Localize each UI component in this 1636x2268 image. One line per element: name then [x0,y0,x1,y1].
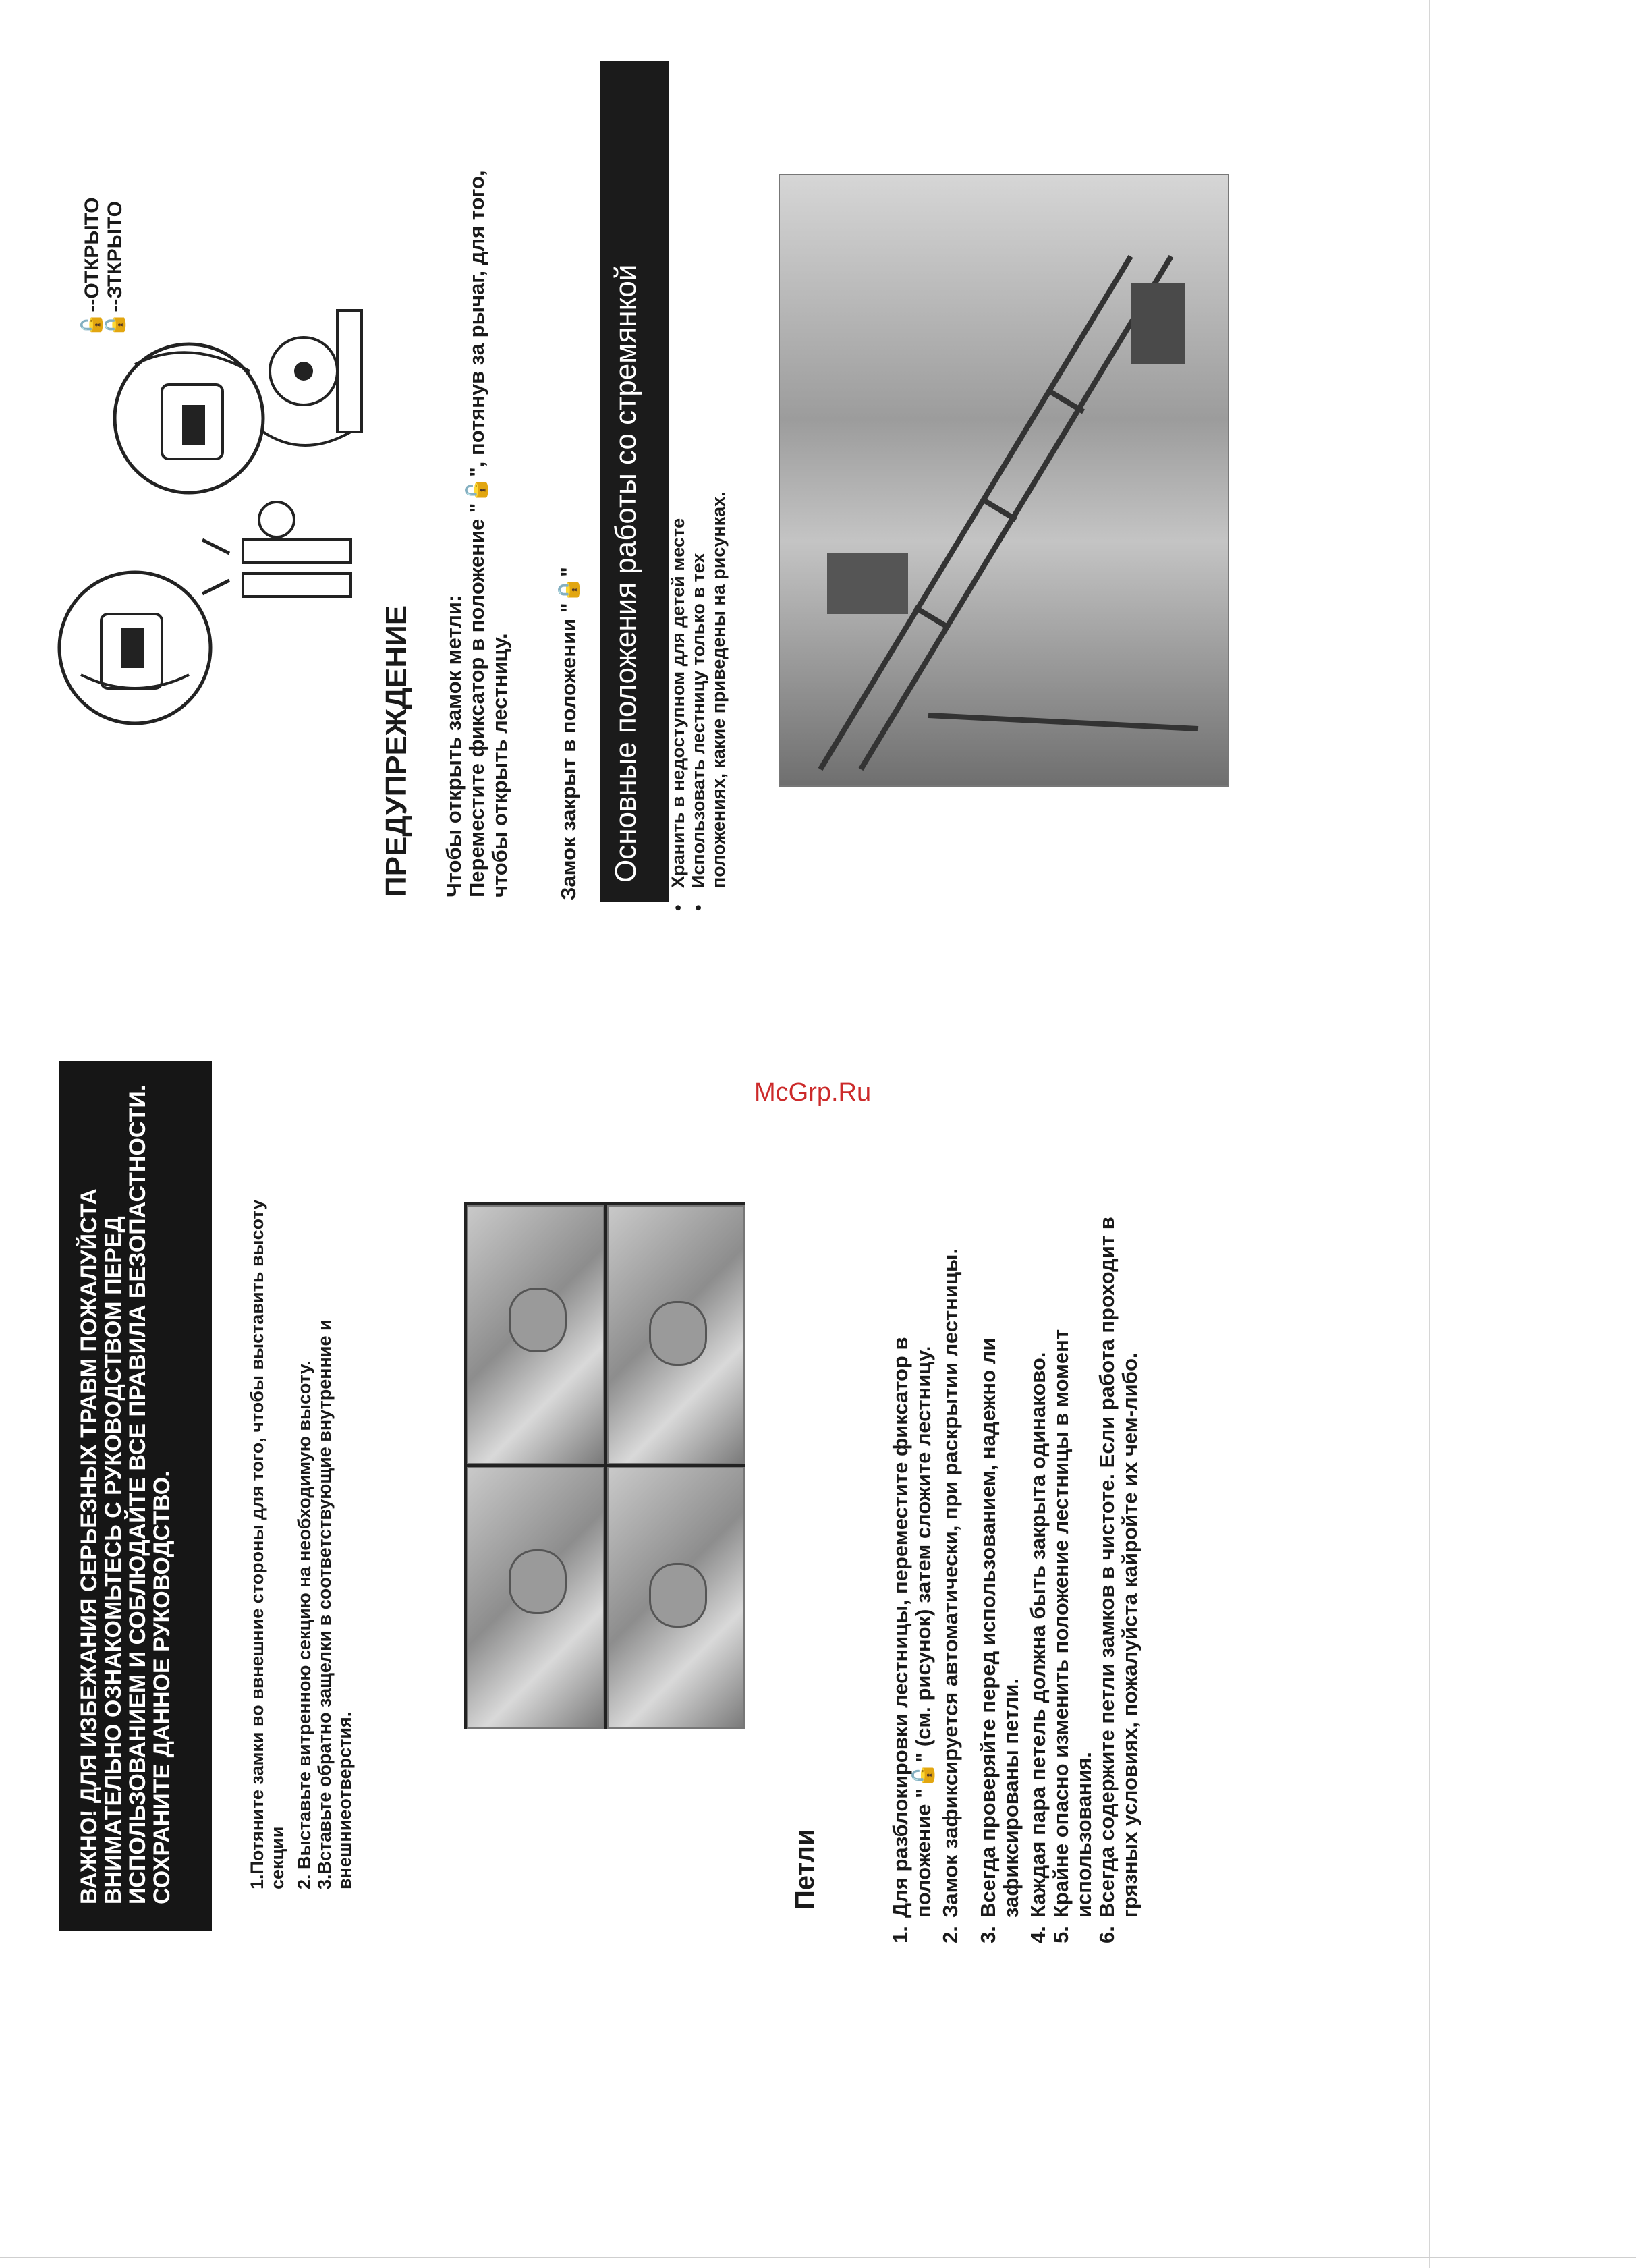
bullet-line: Использовать лестницу только в тех [688,553,708,888]
hinges-title: Петли [790,1829,820,1910]
height-steps [247,1053,368,1889]
ladder-usage-photo [779,174,1229,787]
warning-banner [59,1061,212,1931]
warning-line: Чтобы открыть замок метли: [442,594,466,897]
usage-bullets [668,304,749,911]
hinge-lock-diagram [54,297,364,756]
warning-line: чтобы открыть лестницу. [488,633,511,897]
height-step-line: 2. Выставьте витренною секцию на необходимую высоту. [294,1360,314,1889]
list-item: • Хранить в недоступном для детей месте [668,518,688,911]
list-item [977,1073,1023,1943]
list-line: зафиксированы петли. [999,1678,1023,1918]
warning-banner-line: СОХРАНИТЕ ДАННОЕ РУКОВОДСТВО. [149,1470,175,1904]
list-number: 6. [1095,1926,1119,1943]
latch-pin-shape [509,1549,567,1614]
height-step-line: внешниеотверстия. [335,1711,355,1889]
list-item [1050,1073,1096,1943]
latch-pin-shape [509,1288,567,1352]
list-line: Для разблокировки лестницы, переместите фиксатор в [888,1337,912,1918]
list-number: 1. [888,1926,912,1943]
lock-detail-closed [59,572,210,723]
list-item [939,1073,962,1943]
latch-photo [467,1205,604,1464]
scan-edge-line [0,2257,1636,2258]
latch-photo [467,1467,604,1729]
list-line: положение "🔓" (см. рисунок) затем сложите лестницу. [911,1346,935,1918]
lock-closed-note: Замок закрыт в положении "🔒" [557,567,580,900]
list-line: Всегда содержите петли замков в чистоте. Если работа проходит в [1095,1217,1119,1918]
list-line: Замок зафиксируется автоматически, при раскрытии лестницы. [938,1248,962,1918]
legend-open: 🔓--ОТКРЫТО [81,197,103,337]
list-item [1096,1073,1141,1943]
list-number: 2. [938,1926,962,1943]
warning-line: Переместите фиксатор в положение "🔓", потянув за рычаг, для того, [465,170,488,897]
warning-banner-line: ВАЖНО! ДЛЯ ИЗБЕЖАНИЯ СЕРЬЕЗНЫХ ТРАВМ ПОЖАЛУЙСТА [76,1188,102,1904]
bullet-line: положениях, какие приведены на рисунках. [708,491,729,888]
latch-pin-shape [649,1301,707,1366]
latch-photo-grid [464,1202,745,1729]
hinges-list [889,1073,1200,1943]
list-line: Каждая пара петель должна быть закрыта одинаково. [1026,1352,1050,1918]
list-number: 4. [1026,1926,1050,1943]
warning-body [443,40,524,897]
list-line: грязных условиях, пожалуйста кайройте их чем-либо. [1118,1352,1141,1918]
latch-photo [607,1467,745,1729]
warning-title: ПРЕДУПРЕЖДЕНИЕ [380,605,413,897]
legend-closed: 🔒--ЗТКРЫТО [104,201,126,337]
warning-banner-line: ИСПОЛЬЗОВАНИЕМ И СОБЛЮДАЙТЕ ВСЕ ПРАВИЛА БЕЗОПАСТНОСТИ. [125,1084,150,1904]
height-step-line: 1.Потяните замки во ввнешние стороны для того, чтобы выставить высоту [247,1199,267,1889]
latch-pin-shape [649,1563,707,1628]
section-title-bar: Основные положения работы со стремянкой [600,61,669,902]
list-line: Крайне опасно изменить положение лестницы в момент [1049,1329,1073,1918]
warning-banner-line: ВНИМАТЕЛЬНО ОЗНАКОМЬТЕСЬ С РУКОВОДСТВОМ ПЕРЕД [101,1216,126,1904]
hinge-rotation-sketch [263,310,362,445]
list-line: Всегда проверяйте перед использованием, надежно ли [976,1337,1000,1918]
hinge-sketch [202,502,351,597]
height-step-line: 3.Вставьте обратно защелки в соответствующие внутренние и [314,1319,335,1889]
list-line: использования. [1072,1752,1096,1918]
list-number: 3. [976,1926,1000,1943]
height-step-line: секции [267,1826,287,1889]
list-item [1027,1073,1050,1943]
watermark: McGrp.Ru [754,1078,872,1107]
lock-legend [81,197,127,337]
list-item [889,1073,935,1943]
list-number: 5. [1049,1926,1073,1943]
lock-detail-open [115,344,263,493]
bullet-line: Хранить в недоступном для детей месте [668,518,688,888]
list-item: • Использовать лестницу только в тех положениях, какие приведены на рисунках. [688,491,729,911]
latch-photo [607,1205,745,1464]
ladder-scene-sketch [780,175,1228,785]
page-fold-line [1429,0,1430,2268]
